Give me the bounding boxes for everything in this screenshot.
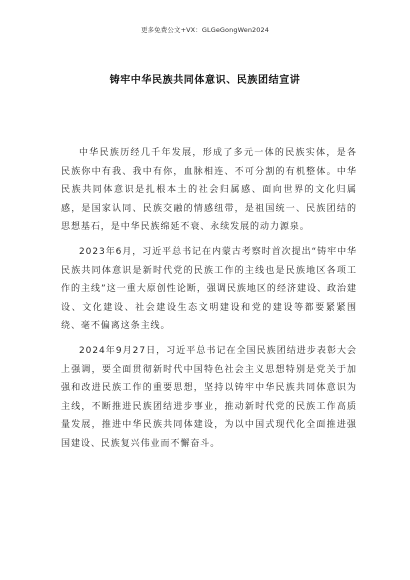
paragraph: 2024年9月27日，习近平总书记在全国民族团结进步表彰大会上强调，要全面贯彻新时代中国特色社会主义思想特别是党关于加强和改进民族工作的重要思想，坚持以铸牢中华民族共同体意识为主线，不断推进民族团结进步事业，推动新时代党的民族工作高质量发展，推进中华民族共同体建设，为以中国式现代化全面推进强国建设、民族复兴伟业而不懈奋斗。 bbox=[61, 345, 357, 449]
paragraph: 2023年6月，习近平总书记在内蒙古考察时首次提出“铸牢中华民族共同体意识是新时代党的民族工作的主线也是民族地区各项工作的主线”这一重大原创性论断，强调民族地区的经济建设、政治建设、文化建设、社会建设生态文明建设和党的建设等都要紧紧围绕、毫不偏离这条主线。 bbox=[61, 246, 357, 332]
header-note: 更多免费公文+VX：GLGeGongWen2024 bbox=[140, 26, 269, 34]
document-title: 铸牢中华民族共同体意识、民族团结宣讲 bbox=[109, 75, 301, 86]
paragraph: 中华民族历经几千年发展，形成了多元一体的民族实体，是各民族你中有我、我中有你，血脉相连、不可分割的有机整体。中华民族共同体意识是扎根本土的社会归属感、面向世界的文化归属感，是国家认同、民族交融的情感纽带，是祖国统一、民族团结的思想基石，是中华民族绵延不衰、永续发展的动力源泉。 bbox=[61, 148, 357, 233]
document-body bbox=[61, 144, 357, 460]
